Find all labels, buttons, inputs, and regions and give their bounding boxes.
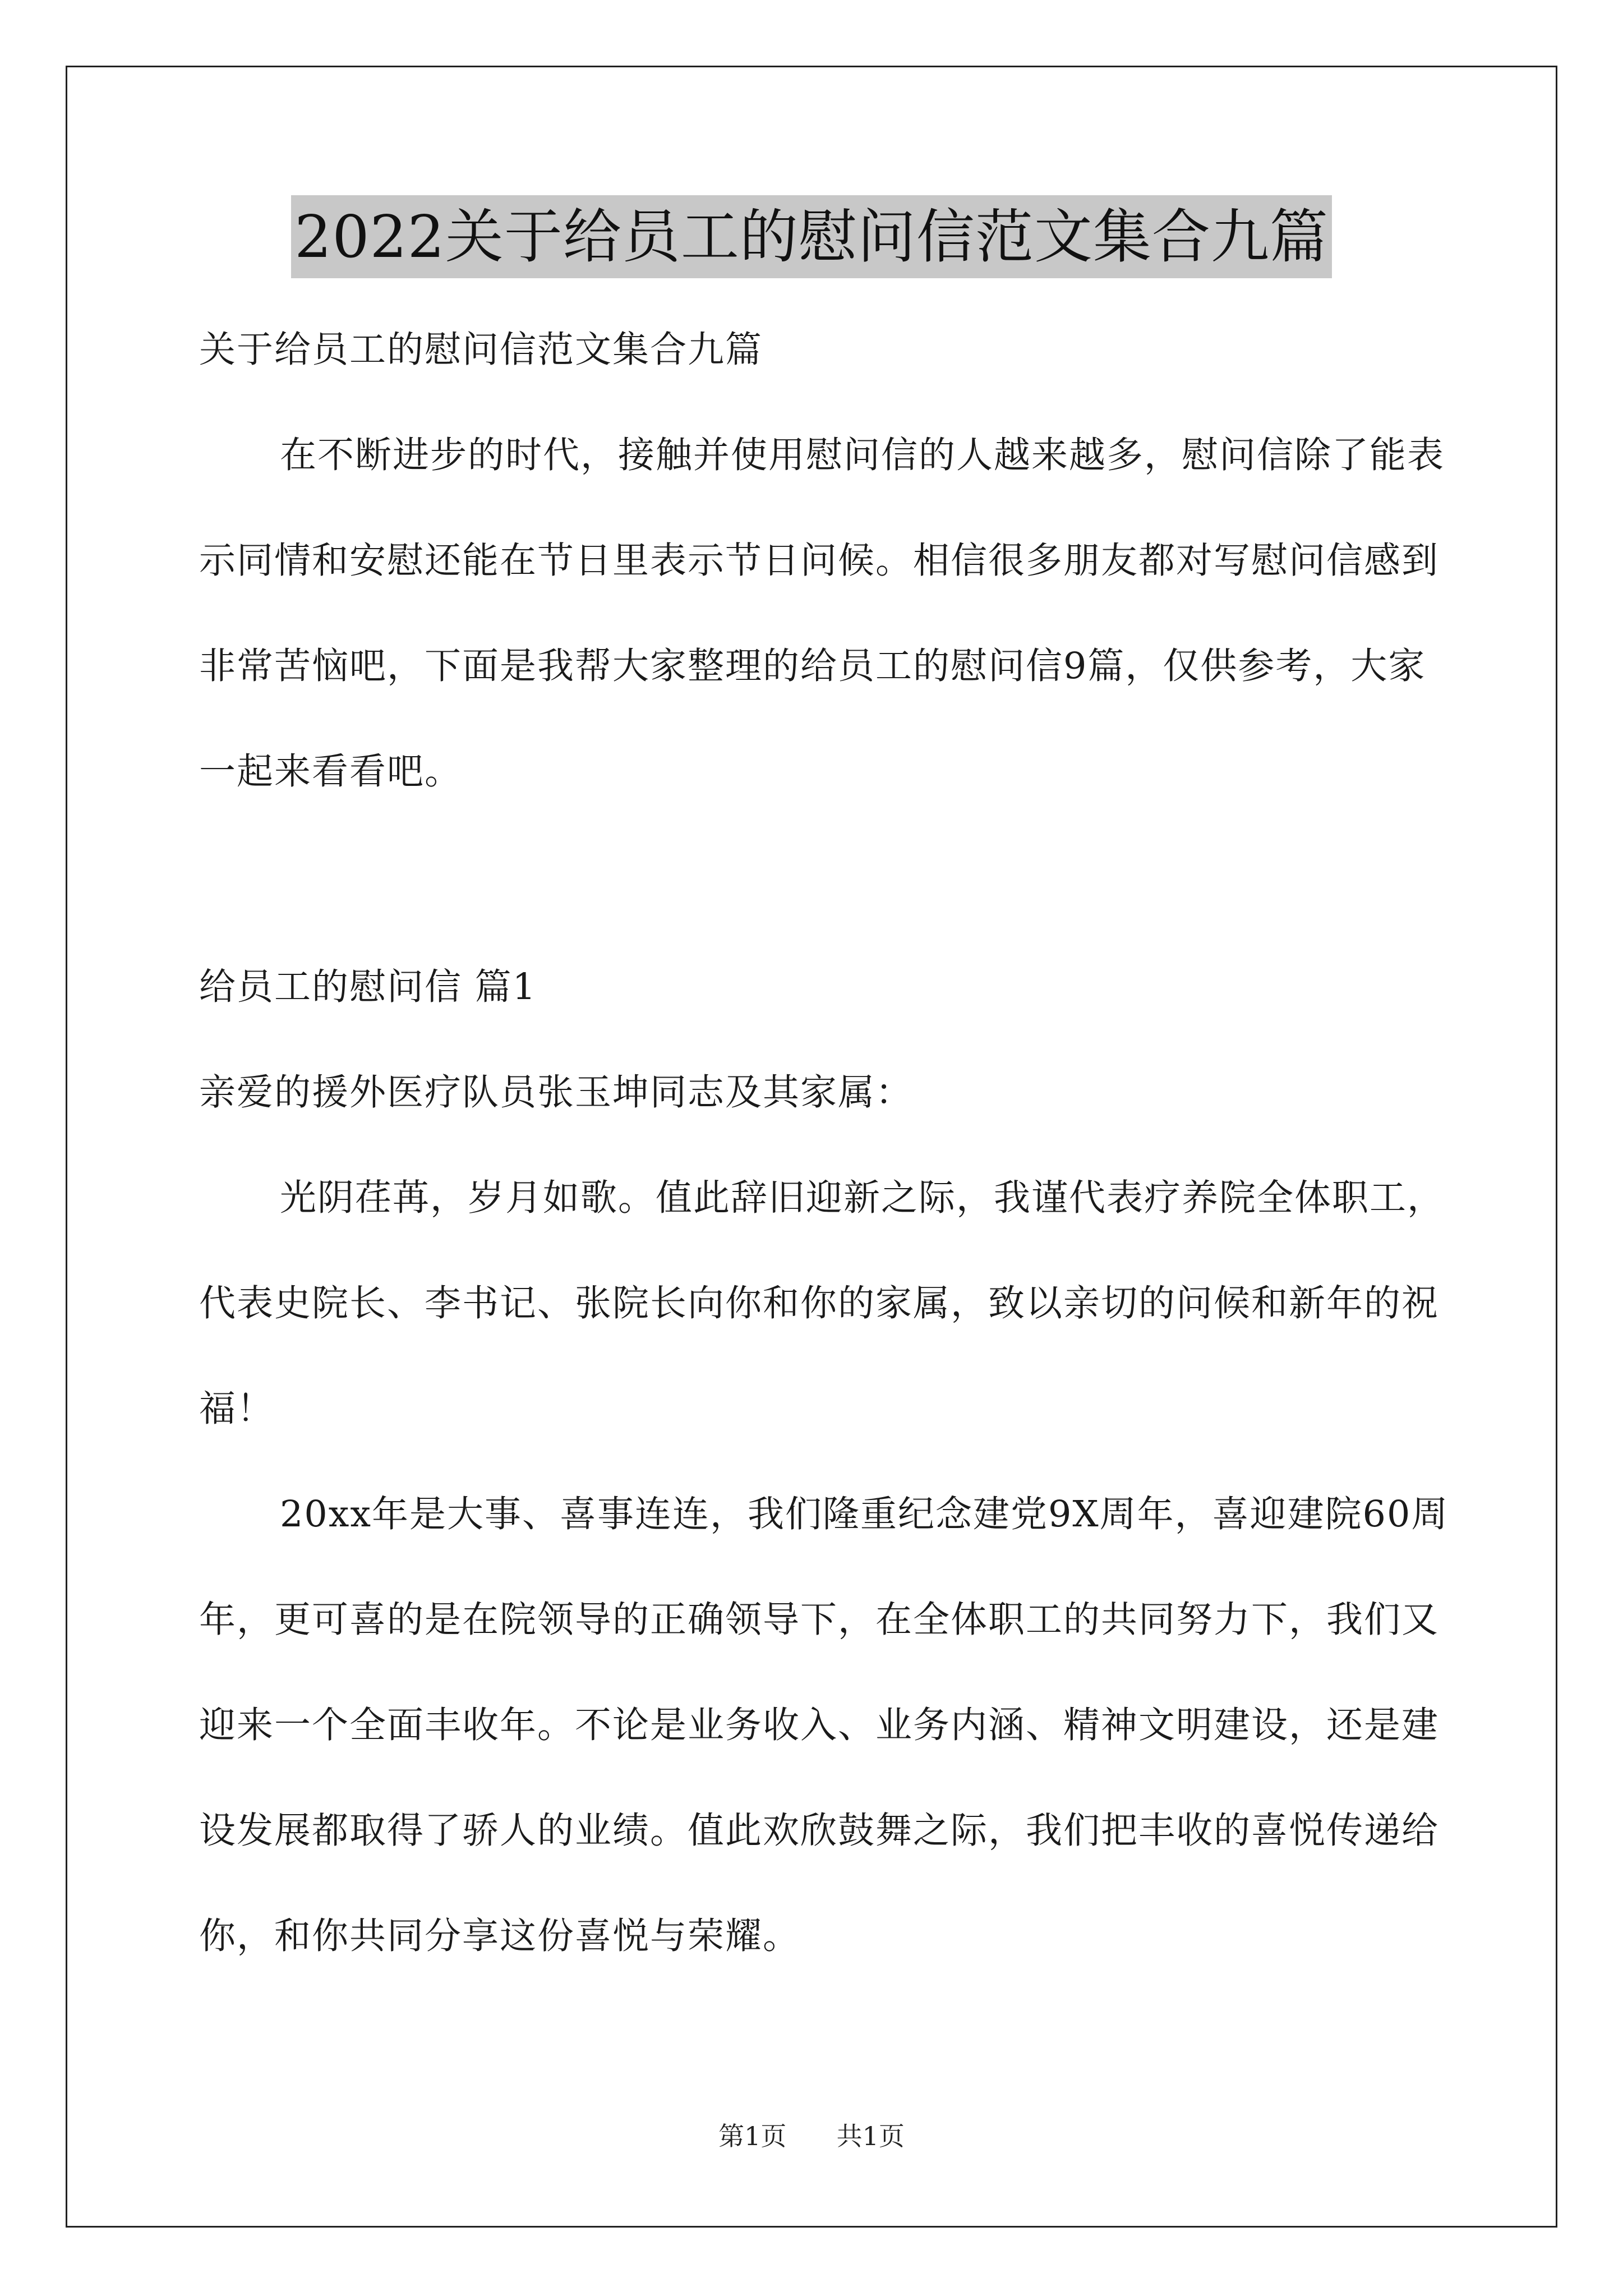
page-total: 共1页 (836, 2121, 905, 2151)
page-number: 第1页 (718, 2121, 787, 2151)
title-container (0, 195, 1623, 278)
intro-paragraph: 在不断进步的时代，接触并使用慰问信的人越来越多，慰问信除了能表示同情和安慰还能在节日里表示节日问候。相信很多朋友都对写慰问信感到非常苦恼吧，下面是我帮大家整理的给员工的慰问信9篇，仅供参考，大家一起来看看吧。 (199, 434, 1445, 793)
body-paragraph: 20xx年是大事、喜事连连，我们隆重纪念建党9X周年，喜迎建院60周年，更可喜的是在院领导的正确领导下，在全体职工的共同努力下，我们又迎来一个全面丰收年。不论是业务收入、业务内涵、精神文明建设，还是建设发展都取得了骄人的业绩。值此欢欣鼓舞之际，我们把丰收的喜悦传递给你，和你共同分享这份喜悦与荣耀。 (199, 1493, 1449, 1957)
section-gap (199, 825, 1455, 935)
document-subtitle: 关于给员工的慰问信范文集合九篇 (199, 329, 763, 371)
body-paragraph: 光阴荏苒，岁月如歌。值此辞旧迎新之际，我谨代表疗养院全体职工，代表史院长、李书记、张院长向你和你的家属，致以亲切的问候和新年的祝福！ (199, 1177, 1445, 1430)
section-heading: 给员工的慰问信 篇1 (199, 966, 537, 1008)
page-footer (0, 2119, 1623, 2153)
document-title: 2022关于给员工的慰问信范文集合九篇 (291, 195, 1332, 278)
salutation: 亲爱的援外医疗队员张玉坤同志及其家属： (199, 1071, 914, 1114)
document-body (199, 297, 1455, 1989)
